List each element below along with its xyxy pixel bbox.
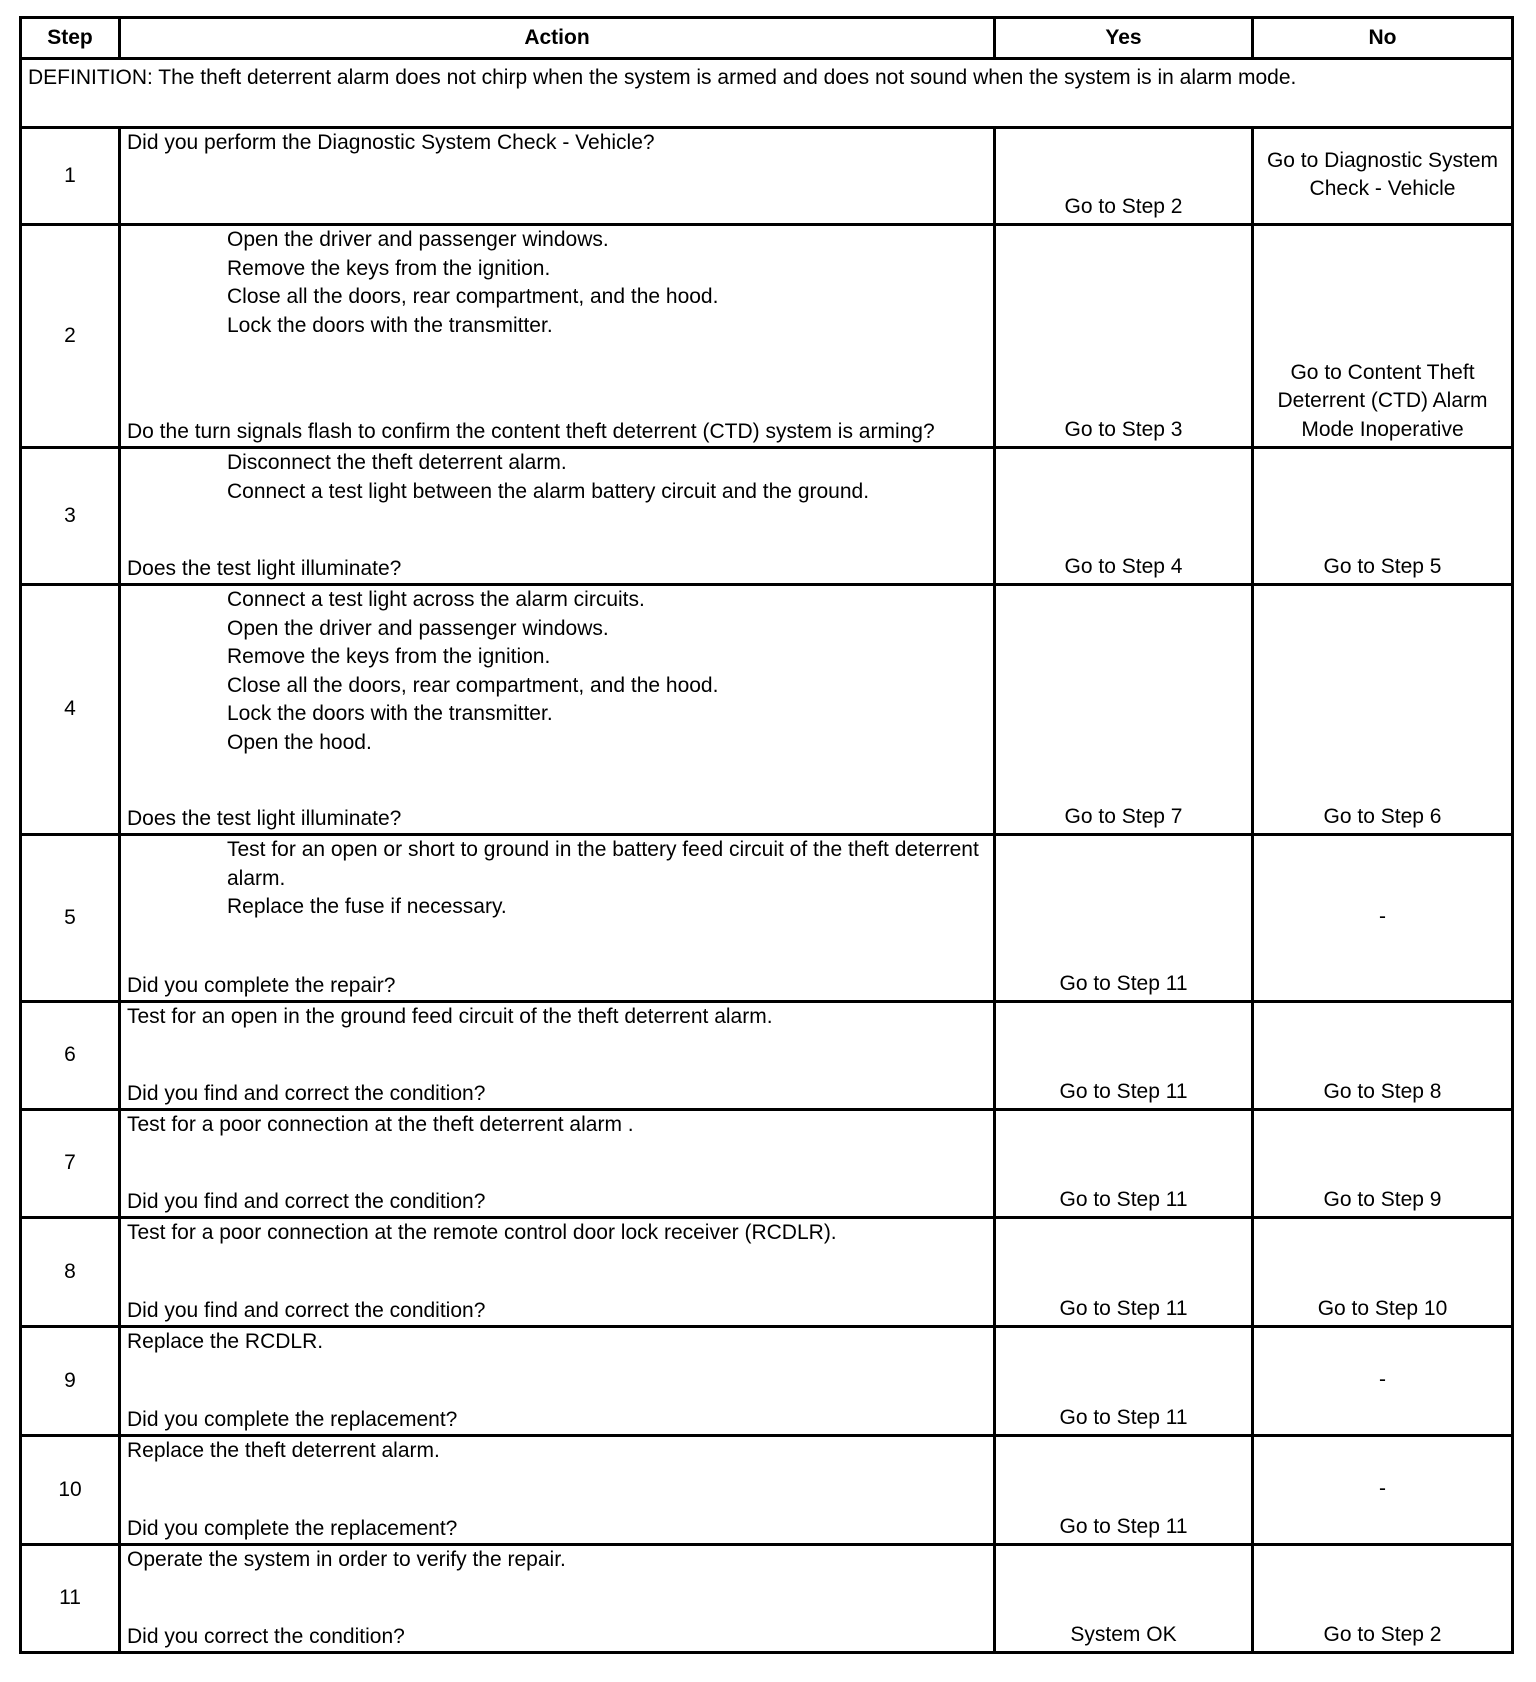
- action-cell: [120, 1436, 995, 1545]
- step-number: 3: [21, 448, 120, 585]
- action-content: [127, 1219, 987, 1325]
- action-substep: Lock the doors with the transmitter.: [227, 702, 553, 725]
- header-step: Step: [21, 18, 120, 59]
- action-substep: Connect a test light across the alarm circuits.: [227, 588, 645, 611]
- no-result: Go to Diagnostic System Check - Vehicle: [1253, 128, 1513, 225]
- diagnostic-table: [19, 16, 1514, 1654]
- action-text: Test for a poor connection at the remote control door lock receiver (RCDLR).: [127, 1221, 837, 1244]
- action-cell: [120, 1002, 995, 1110]
- action-substep: Test for an open or short to ground in the battery feed circuit of the theft deterrent alarm.: [227, 838, 979, 890]
- action-content: [127, 1328, 987, 1434]
- table-row: [21, 1110, 1513, 1218]
- yes-result: Go to Step 11: [995, 1110, 1253, 1218]
- yes-result: Go to Step 4: [995, 448, 1253, 585]
- step-number: 10: [21, 1436, 120, 1545]
- action-content: [127, 1546, 987, 1651]
- yes-result: System OK: [995, 1545, 1253, 1653]
- action-content: [127, 1003, 987, 1108]
- action-substep: Close all the doors, rear compartment, and the hood.: [227, 285, 719, 308]
- no-result: Go to Content Theft Deterrent (CTD) Alarm Mode Inoperative: [1253, 225, 1513, 448]
- action-substep: Remove the keys from the ignition.: [227, 645, 551, 668]
- action-question: Did you complete the replacement?: [127, 1407, 458, 1431]
- yes-result: Go to Step 11: [995, 1436, 1253, 1545]
- header-no: No: [1253, 18, 1513, 59]
- action-question: Did you find and correct the condition?: [127, 1298, 486, 1322]
- no-result: Go to Step 5: [1253, 448, 1513, 585]
- action-content: [127, 586, 987, 833]
- action-text: Test for a poor connection at the theft deterrent alarm .: [127, 1113, 634, 1136]
- header-yes: Yes: [995, 18, 1253, 59]
- action-content: [127, 449, 987, 583]
- table-row: [21, 1545, 1513, 1653]
- step-number: 6: [21, 1002, 120, 1110]
- action-instructions: [127, 1003, 987, 1032]
- step-number: 1: [21, 128, 120, 225]
- action-substep: Open the driver and passenger windows.: [227, 228, 609, 251]
- table-row: [21, 225, 1513, 448]
- action-question: Did you find and correct the condition?: [127, 1081, 486, 1105]
- yes-result: Go to Step 11: [995, 1218, 1253, 1327]
- step-number: 11: [21, 1545, 120, 1653]
- action-content: [127, 836, 987, 1000]
- action-question: Did you complete the repair?: [127, 973, 396, 997]
- action-substep: Remove the keys from the ignition.: [227, 256, 551, 280]
- action-text: Operate the system in order to verify the repair.: [127, 1548, 566, 1571]
- action-substep: Open the driver and passenger windows.: [227, 616, 609, 640]
- action-content: [127, 226, 987, 446]
- action-text: Test for an open in the ground feed circuit of the theft deterrent alarm.: [127, 1005, 773, 1028]
- step-number: 7: [21, 1110, 120, 1218]
- table-row: [21, 1002, 1513, 1110]
- yes-result: Go to Step 11: [995, 1327, 1253, 1436]
- no-result: Go to Step 9: [1253, 1110, 1513, 1218]
- action-instructions: [127, 1111, 987, 1140]
- action-cell: [120, 1110, 995, 1218]
- action-text: Replace the theft deterrent alarm.: [127, 1439, 440, 1462]
- action-question: Does the test light illuminate?: [127, 556, 402, 580]
- action-substep: Disconnect the theft deterrent alarm.: [227, 451, 567, 474]
- yes-result: Go to Step 11: [995, 1002, 1253, 1110]
- table-row: [21, 585, 1513, 835]
- table-row: [21, 1327, 1513, 1436]
- action-substep: Replace the fuse if necessary.: [227, 895, 507, 918]
- definition-text: DEFINITION: The theft deterrent alarm does not chirp when the system is armed and does not sound when the system is in alarm mode.: [21, 59, 1513, 128]
- action-cell: [120, 1327, 995, 1436]
- action-text: Did you perform the Diagnostic System Check - Vehicle?: [127, 131, 655, 154]
- no-result: -: [1253, 835, 1513, 1002]
- table-row: [21, 128, 1513, 225]
- step-number: 2: [21, 225, 120, 448]
- action-substep: Connect a test light between the alarm battery circuit and the ground.: [227, 479, 870, 503]
- action-cell: [120, 1218, 995, 1327]
- action-content: [127, 129, 987, 223]
- action-question: Did you complete the replacement?: [127, 1516, 458, 1540]
- action-cell: [120, 585, 995, 835]
- action-instructions: [127, 449, 987, 506]
- action-content: [127, 1437, 987, 1543]
- no-result: -: [1253, 1436, 1513, 1545]
- action-instructions: [127, 1219, 987, 1248]
- header-row: [21, 18, 1513, 59]
- action-cell: [120, 448, 995, 585]
- yes-result: Go to Step 2: [995, 128, 1253, 225]
- action-question: Did you correct the condition?: [127, 1624, 405, 1648]
- action-text: Replace the RCDLR.: [127, 1330, 324, 1353]
- action-substep: Close all the doors, rear compartment, and the hood.: [227, 673, 719, 697]
- header-action: Action: [120, 18, 995, 59]
- action-instructions: [127, 1437, 987, 1466]
- action-instructions: [127, 1546, 987, 1575]
- no-result: Go to Step 6: [1253, 585, 1513, 835]
- action-cell: [120, 1545, 995, 1653]
- action-question: Do the turn signals flash to confirm the content theft deterrent (CTD) system is arming?: [127, 419, 935, 443]
- action-instructions: [127, 836, 987, 922]
- action-instructions: [127, 226, 987, 340]
- action-question: Does the test light illuminate?: [127, 806, 402, 830]
- step-number: 9: [21, 1327, 120, 1436]
- action-instructions: [127, 129, 987, 158]
- step-number: 5: [21, 835, 120, 1002]
- table-row: [21, 1218, 1513, 1327]
- yes-result: Go to Step 7: [995, 585, 1253, 835]
- yes-result: Go to Step 3: [995, 225, 1253, 448]
- no-result: Go to Step 2: [1253, 1545, 1513, 1653]
- action-question: Did you find and correct the condition?: [127, 1189, 486, 1213]
- table-row: [21, 835, 1513, 1002]
- action-instructions: [127, 586, 987, 757]
- step-number: 4: [21, 585, 120, 835]
- no-result: Go to Step 10: [1253, 1218, 1513, 1327]
- table-row: [21, 1436, 1513, 1545]
- no-result: -: [1253, 1327, 1513, 1436]
- table-row: [21, 448, 1513, 585]
- definition-row: [21, 59, 1513, 128]
- step-number: 8: [21, 1218, 120, 1327]
- action-cell: [120, 835, 995, 1002]
- action-content: [127, 1111, 987, 1216]
- action-substep: Lock the doors with the transmitter.: [227, 313, 553, 337]
- action-substep: Open the hood.: [227, 730, 372, 754]
- no-result: Go to Step 8: [1253, 1002, 1513, 1110]
- action-cell: [120, 225, 995, 448]
- yes-result: Go to Step 11: [995, 835, 1253, 1002]
- action-cell: [120, 128, 995, 225]
- action-instructions: [127, 1328, 987, 1357]
